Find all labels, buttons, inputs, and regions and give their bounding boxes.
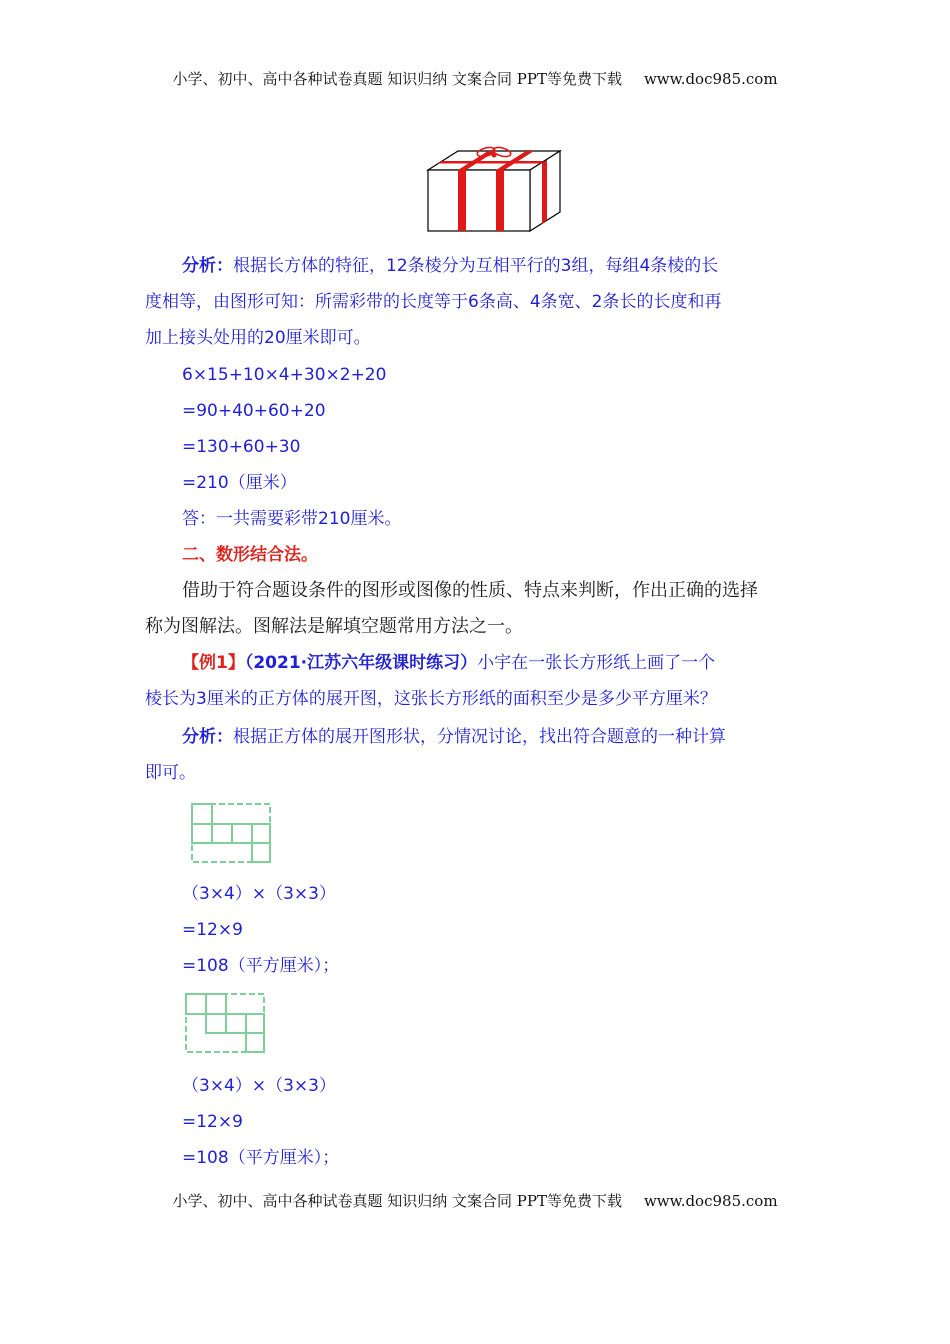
cube-net-figure-2	[182, 990, 272, 1056]
analysis2-text1: 根据正方体的展开图形状，分情况讨论，找出符合题意的一种计算	[233, 727, 726, 747]
analysis2-line2: 即可。	[145, 763, 196, 783]
ribbon-side	[542, 160, 547, 224]
ribbon-top-long	[438, 161, 544, 164]
analysis2-label: 分析：	[182, 727, 233, 747]
analysis1-text1: 根据长方体的特征，12条棱分为互相平行的3组，每组4条棱的长	[233, 256, 719, 276]
calc1-line: =90+40+60+20	[182, 401, 326, 421]
calc1-line: =130+60+30	[182, 437, 301, 457]
calc3-line: =12×9	[182, 1112, 243, 1132]
calc3-line: （3×4）×（3×3）	[182, 1076, 336, 1096]
footer-text: 小学、初中、高中各种试卷真题 知识归纳 文案合同 PPT等免费下载	[172, 1192, 622, 1210]
example-line1	[182, 645, 715, 681]
analysis2-line1	[182, 719, 726, 755]
analysis1-line3: 加上接头处用的20厘米即可。	[145, 328, 371, 348]
page-header	[0, 68, 950, 89]
calc1-line: 6×15+10×4+30×2+20	[182, 365, 387, 385]
box-front	[428, 170, 530, 231]
analysis1-line2: 度相等，由图形可知：所需彩带的长度等于6条高、4条宽、2条长的长度和再	[145, 292, 722, 312]
analysis1-line1	[182, 248, 718, 284]
example-tag: 【例1】	[182, 653, 245, 673]
calc1-line: =210（厘米）	[182, 473, 297, 493]
para-line1: 借助于符合题设条件的图形或图像的性质、特点来判断，作出正确的选择	[182, 580, 758, 601]
page-footer	[0, 1190, 950, 1211]
cube-net-figure-1	[188, 800, 278, 866]
header-url: www.doc985.com	[643, 70, 778, 88]
gift-box-figure	[420, 140, 570, 236]
analysis1-label: 分析：	[182, 256, 233, 276]
ribbon-front-left	[458, 170, 466, 231]
footer-url: www.doc985.com	[643, 1192, 778, 1210]
para-line2: 称为图解法。图解法是解填空题常用方法之一。	[145, 616, 523, 637]
example-source: （2021·江苏六年级课时练习）	[244, 653, 478, 673]
calc2-line: =12×9	[182, 920, 243, 940]
answer-line: 答：一共需要彩带210厘米。	[182, 509, 402, 529]
header-text: 小学、初中、高中各种试卷真题 知识归纳 文案合同 PPT等免费下载	[172, 70, 622, 88]
calc2-line: =108（平方厘米）；	[182, 956, 340, 976]
section-heading: 二、数形结合法。	[182, 545, 318, 565]
example-line2: 棱长为3厘米的正方体的展开图，这张长方形纸的面积至少是多少平方厘米？	[145, 689, 717, 709]
calc2-line: （3×4）×（3×3）	[182, 884, 336, 904]
example-text1: 小宇在一张长方形纸上画了一个	[477, 653, 716, 673]
ribbon-front-right	[496, 170, 504, 231]
calc3-line: =108（平方厘米）；	[182, 1148, 340, 1168]
